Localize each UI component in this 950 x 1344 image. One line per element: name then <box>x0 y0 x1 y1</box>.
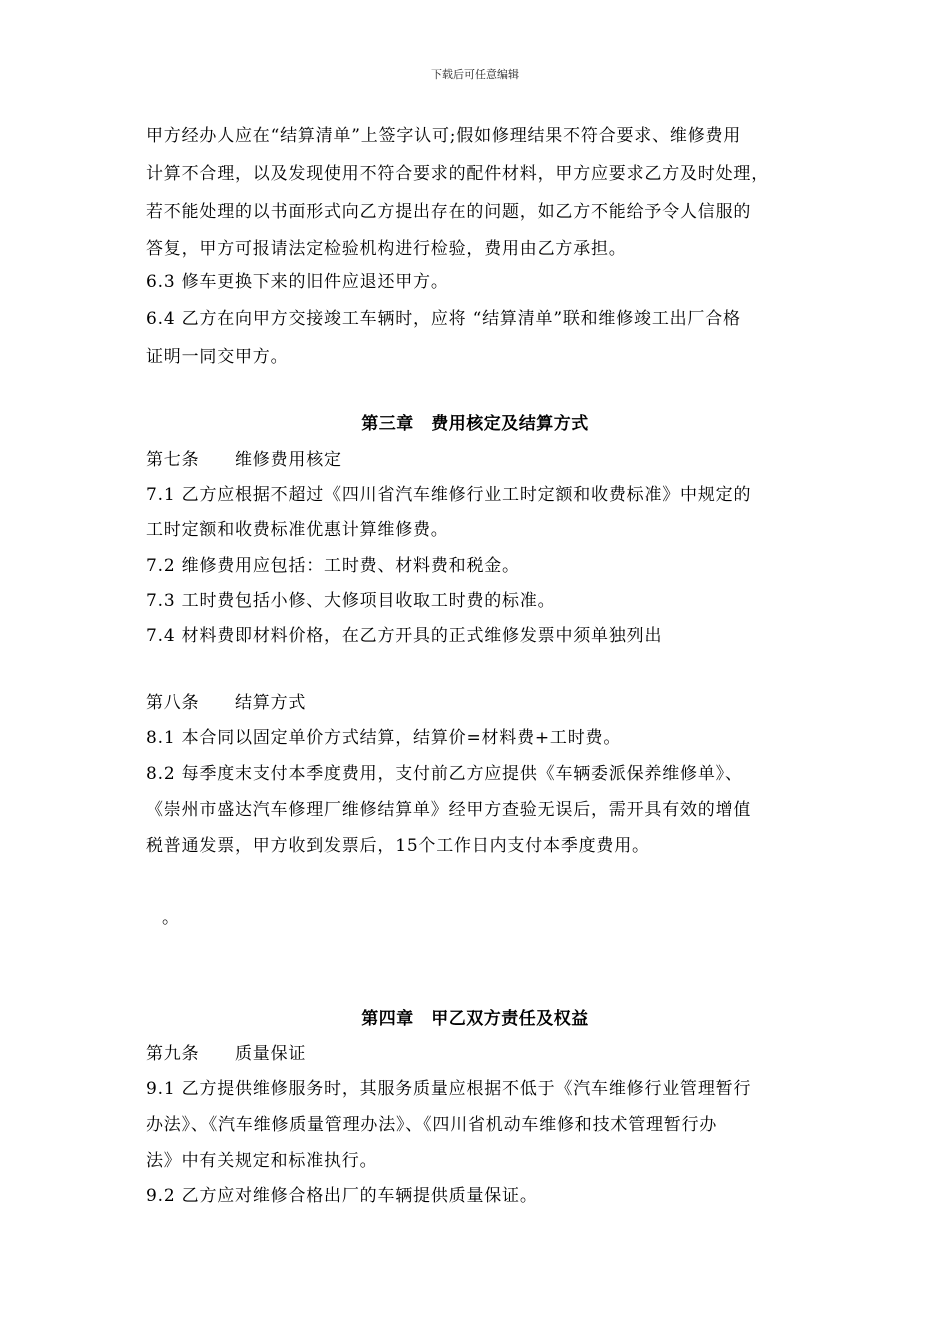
chapter-3-title: 第三章 费用核定及结算方式 <box>361 414 589 434</box>
clause-7-3: 7.3 工时费包括小修、大修项目收取工时费的标准。 <box>146 591 556 611</box>
article-9-title: 第九条 质量保证 <box>146 1044 307 1064</box>
page-header: 下载后可任意编辑 <box>431 68 519 81</box>
clause-9-2: 9.2 乙方应对维修合格出厂的车辆提供质量保证。 <box>146 1186 538 1206</box>
clause-7-2: 7.2 维修费用应包括：工时费、材料费和税金。 <box>146 556 520 576</box>
paragraph-line: 工时定额和收费标准优惠计算维修费。 <box>146 520 449 540</box>
paragraph-line: 甲方经办人应在“结算清单”上签字认可;假如修理结果不符合要求、维修费用 <box>146 126 742 146</box>
clause-9-1: 9.1 乙方提供维修服务时，其服务质量应根据不低于《汽车维修行业管理暂行 <box>146 1079 752 1099</box>
paragraph-line: 税普通发票，甲方收到发票后，15个工作日内支付本季度费用。 <box>146 836 650 856</box>
clause-8-1: 8.1 本合同以固定单价方式结算，结算价=材料费+工时费。 <box>146 728 622 748</box>
paragraph-line: 计算不合理，以及发现使用不符合要求的配件材料，甲方应要求乙方及时处理， <box>146 164 769 184</box>
paragraph-line: 证明一同交甲方。 <box>146 347 289 367</box>
clause-8-2: 8.2 每季度末支付本季度费用，支付前乙方应提供《车辆委派保养维修单》、 <box>146 764 743 784</box>
stray-period: 。 <box>162 908 179 928</box>
clause-6-3: 6.3 修车更换下来的旧件应退还甲方。 <box>146 272 449 292</box>
article-7-title: 第七条 维修费用核定 <box>146 450 342 470</box>
paragraph-line: 答复，甲方可报请法定检验机构进行检验，费用由乙方承担。 <box>146 239 627 259</box>
chapter-4-title: 第四章 甲乙双方责任及权益 <box>361 1009 589 1029</box>
article-8-title: 第八条 结算方式 <box>146 693 307 713</box>
paragraph-line: 法》中有关规定和标准执行。 <box>146 1151 378 1171</box>
clause-7-1: 7.1 乙方应根据不超过《四川省汽车维修行业工时定额和收费标准》中规定的 <box>146 485 752 505</box>
paragraph-line: 《崇州市盛达汽车修理厂维修结算单》经甲方查验无误后，需开具有效的增值 <box>146 800 752 820</box>
paragraph-line: 若不能处理的以书面形式向乙方提出存在的问题，如乙方不能给予令人信服的 <box>146 202 752 222</box>
paragraph-line: 办法》、《汽车维修质量管理办法》、《四川省机动车维修和技术管理暂行办 <box>146 1115 718 1135</box>
clause-7-4: 7.4 材料费即材料价格，在乙方开具的正式维修发票中须单独列出 <box>146 626 663 646</box>
clause-6-4: 6.4 乙方在向甲方交接竣工车辆时，应将 “结算清单”联和维修竣工出厂合格 <box>146 309 741 329</box>
